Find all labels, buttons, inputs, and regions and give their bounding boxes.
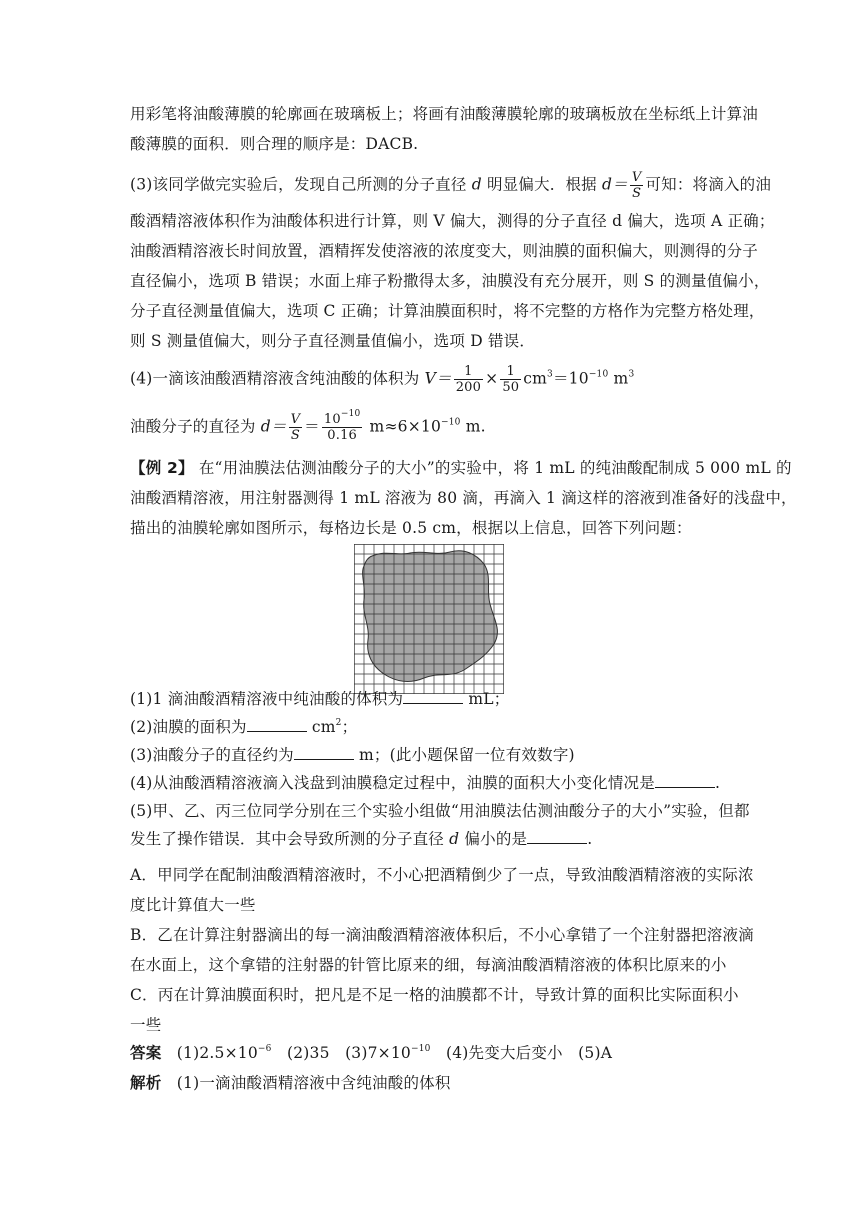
- text-line: 油酸酒精溶液，用注射器测得 1 mL 溶液为 80 滴，再滴入 1 滴这样的溶液到准备好的浅盘中，: [130, 489, 797, 507]
- text-line: 则 S 测量值偏大，则分子直径测量值偏小，选项 D 错误．: [130, 332, 536, 350]
- answer-blank[interactable]: [655, 773, 715, 788]
- volume-formula-line: (4)一滴该油酸酒精溶液含纯油酸的体积为 V＝ $\frac{1}{200}$ × $\frac{1}{50}$ $cm^3=10^{-10}$ $m^3$: [130, 364, 635, 395]
- text-line-with-formula: [130, 170, 772, 201]
- oil-film-grid-figure: [354, 544, 504, 694]
- fraction-1-200: $\frac{1}{200}$: [455, 364, 482, 395]
- fraction-v-over-s: $\frac{V}{S}$: [290, 412, 301, 443]
- option-a-line2: 度比计算值大一些: [130, 896, 256, 914]
- text-line: 油酸酒精溶液长时间放置，酒精挥发使溶液的浓度变大，则油膜的面积偏大，则测得的分子: [130, 242, 759, 260]
- option-c-line1: C．丙在计算油膜面积时，把凡是不足一格的油膜都不计，导致计算的面积比实际面积小: [130, 986, 739, 1004]
- text-line: 酸酒精溶液体积作为油酸体积进行计算，则 V 偏大，测得的分子直径 d 偏大，选项 A 正确；: [130, 212, 775, 230]
- question-5-line2: 发生了操作错误．其中会导致所测的分子直径 d 偏小的是 .: [130, 830, 593, 848]
- answer-blank[interactable]: [294, 745, 354, 760]
- fraction-value: $\frac{10^{-10}}{0.16}$: [323, 409, 361, 443]
- question-2: (2)油膜的面积为 $cm^2$；: [130, 718, 358, 736]
- question-1: (1)1 滴油酸酒精溶液中纯油酸的体积为 mL；: [130, 690, 510, 708]
- example-2-line: 【例 2】 在“用油膜法估测油酸分子的大小”的实验中，将 1 mL 的纯油酸配制成 5 000 mL 的: [130, 459, 792, 477]
- text-line: 分子直径测量值偏大，选项 C 正确；计算油膜面积时，将不完整的方格作为完整方格处理，: [130, 302, 765, 320]
- option-b-line2: 在水面上，这个拿错的注射器的针管比原来的细，每滴油酸酒精溶液的体积比原来的小: [130, 956, 727, 974]
- fraction-1-50: $\frac{1}{50}$: [502, 364, 520, 395]
- text: 可知：将滴入的油: [645, 175, 772, 194]
- text-line: 酸薄膜的面积．则合理的顺序是：DACB.: [130, 135, 419, 153]
- answer-line: 答案 $(1)2.5\times 10^{-6}$ (2)35 $(3)7\times 10^{-10}$ (4)先变大后变小 (5)A: [130, 1044, 613, 1062]
- question-5-line1: (5)甲、乙、丙三位同学分别在三个实验小组做“用油膜法估测油酸分子的大小”实验，但都: [130, 802, 750, 820]
- answer-blank[interactable]: [527, 829, 587, 844]
- option-b-line1: B．乙在计算注射器滴出的每一滴油酸酒精溶液体积后，不小心拿错了一个注射器把溶液滴: [130, 926, 754, 944]
- text-line: 直径偏小，选项 B 错误；水面上痱子粉撒得太多，油膜没有充分展开，则 S 的测量值偏小，: [130, 272, 770, 290]
- oil-film-outline: [363, 551, 498, 682]
- variable-d: d: [471, 175, 482, 194]
- example-tag: 【例 2】: [130, 459, 194, 477]
- analysis-label: 解析: [130, 1074, 162, 1092]
- text: 明显偏大．根据: [486, 175, 597, 194]
- text-line: 用彩笔将油酸薄膜的轮廓画在玻璃板上；将画有油酸薄膜轮廓的玻璃板放在坐标纸上计算油: [130, 105, 759, 123]
- diameter-formula-line: 油酸分子的直径为 d＝ $\frac{V}{S}$ ＝ $\frac{10^{-10}}{0.16}$ $m\approx 6\times 10^{-10}$ m.: [130, 409, 486, 443]
- answer-label: 答案: [130, 1044, 162, 1062]
- answer-blank[interactable]: [403, 689, 463, 704]
- answer-blank[interactable]: [247, 717, 307, 732]
- analysis-line: 解析 (1)一滴油酸酒精溶液中含纯油酸的体积: [130, 1074, 451, 1092]
- option-a-line1: A．甲同学在配制油酸酒精溶液时，不小心把酒精倒少了一点，导致油酸酒精溶液的实际浓: [130, 866, 754, 884]
- text: (3)该同学做完实验后，发现自己所测的分子直径: [130, 175, 467, 194]
- text-line: 描出的油膜轮廓如图所示，每格边长是 0.5 cm，根据以上信息，回答下列问题：: [130, 519, 692, 537]
- question-4: (4)从油酸酒精溶液滴入浅盘到油膜稳定过程中，油膜的面积大小变化情况是 .: [130, 774, 721, 792]
- formula-lhs: d＝: [602, 175, 628, 194]
- option-c-line2: 一些: [130, 1016, 162, 1034]
- fraction-v-over-s: $\frac{V}{S}$: [631, 170, 642, 201]
- question-3: (3)油酸分子的直径约为 m；(此小题保留一位有效数字): [130, 746, 575, 764]
